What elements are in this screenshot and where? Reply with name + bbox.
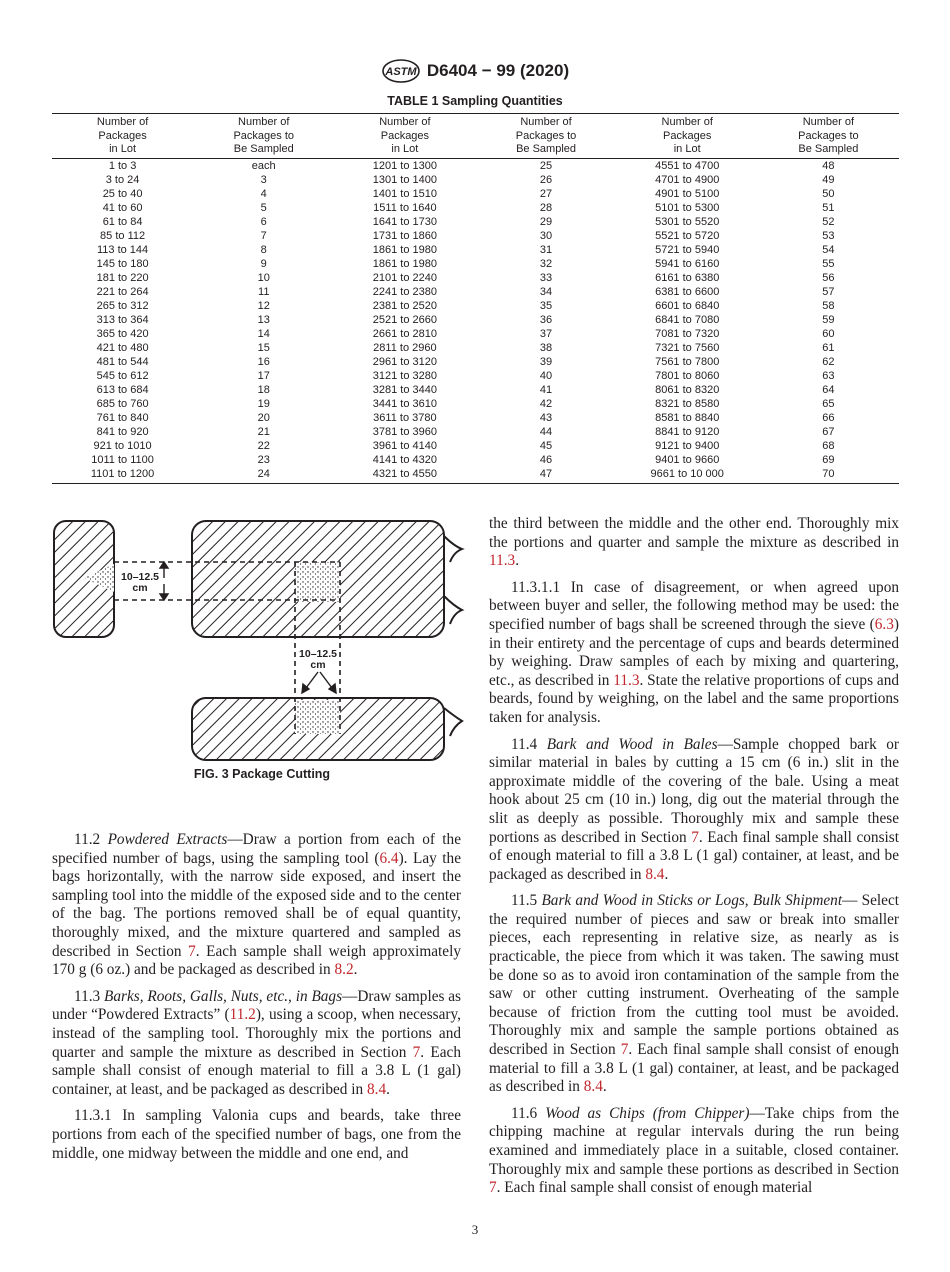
- table-cell: 221 to 264: [96, 285, 149, 298]
- table-cell: 52: [822, 215, 835, 228]
- table-cell: 23: [257, 453, 270, 466]
- table-cell: 4141 to 4320: [372, 453, 437, 466]
- table-cell: 57: [822, 285, 835, 298]
- table-cell: 61: [822, 341, 835, 354]
- table-cell: 4701 to 4900: [655, 173, 720, 186]
- table-row: [52, 313, 899, 327]
- table-cell: 6161 to 6380: [655, 271, 720, 284]
- table-cell: 1 to 3: [108, 159, 137, 172]
- paragraph-11-6: 11.6 Wood as Chips (from Chipper)—Take chips from the chipping machine at regular intervals during the run being examined and immediately place in a suitable, closed container. Thoroughly mix and sample these portions as described in Section 7. Each final sample shall consist of enough material: [489, 1104, 900, 1197]
- table-cell: 841 to 920: [96, 425, 149, 438]
- table-cell: 47: [475, 467, 616, 484]
- section-link[interactable]: 11.2: [229, 1006, 256, 1024]
- table-cell: 421 to 480: [96, 341, 149, 354]
- table-cell: 40: [539, 369, 553, 382]
- table-cell: 43: [539, 411, 553, 424]
- table-cell: 5941 to 6160: [655, 257, 720, 270]
- table-row: [52, 299, 899, 313]
- section-link[interactable]: 7: [489, 1179, 497, 1197]
- table-cell: 1861 to 1980: [372, 257, 437, 270]
- table-cell: 41 to 60: [102, 201, 143, 214]
- table-cell: 21: [257, 425, 270, 438]
- table-cell: 69: [822, 453, 835, 466]
- table-cell: 24: [193, 467, 334, 484]
- table-cell: 68: [822, 439, 835, 452]
- table-cell: 3611 to 3780: [373, 411, 437, 424]
- table-cell: 9121 to 9400: [655, 439, 720, 452]
- table-cell: 313 to 364: [96, 313, 149, 326]
- astm-logo-icon: [381, 58, 421, 84]
- table-cell: 1641 to 1730: [372, 215, 437, 228]
- table-cell: 15: [257, 341, 270, 354]
- table-cell: 65: [822, 397, 835, 410]
- table-cell: 9401 to 9660: [655, 453, 720, 466]
- table-row: [52, 243, 899, 257]
- section-link[interactable]: 8.4: [366, 1080, 387, 1098]
- table-row: [52, 439, 899, 453]
- table-cell: 2961 to 3120: [372, 355, 437, 368]
- table-row: [52, 271, 899, 285]
- table-cell: 48: [822, 159, 835, 172]
- table-cell: 613 to 684: [96, 383, 149, 396]
- column-header: Number of Packages in Lot: [617, 114, 758, 159]
- table-cell: 66: [822, 411, 835, 424]
- table-cell: 8841 to 9120: [655, 425, 720, 438]
- table-cell: 54: [822, 243, 835, 256]
- table-cell: 16: [257, 355, 270, 368]
- table-cell: 35: [539, 299, 553, 312]
- table-cell: 1101 to 1200: [52, 467, 193, 484]
- table-row: [52, 201, 899, 215]
- table-cell: 1511 to 1640: [373, 201, 437, 214]
- table-cell: 5521 to 5720: [655, 229, 720, 242]
- table-cell: 67: [822, 425, 835, 438]
- table-cell: 3441 to 3610: [372, 397, 437, 410]
- table-cell: 2521 to 2660: [372, 313, 437, 326]
- column-header: Number of Packages to Be Sampled: [758, 114, 899, 159]
- sampling-quantities-table: [52, 113, 899, 484]
- table-row: [52, 425, 899, 439]
- table-cell: 365 to 420: [96, 327, 149, 340]
- table-cell: 51: [822, 201, 835, 214]
- table-row: [52, 467, 899, 484]
- table-cell: 8061 to 8320: [655, 383, 720, 396]
- table-cell: 761 to 840: [96, 411, 149, 424]
- table-cell: 14: [257, 327, 270, 340]
- measurement-label-horizontal: 10–12.5: [121, 571, 159, 583]
- table-cell: 4: [260, 187, 267, 200]
- table-cell: 1401 to 1510: [372, 187, 437, 200]
- table-cell: 921 to 1010: [93, 439, 152, 452]
- section-link[interactable]: 11.3: [489, 552, 516, 570]
- section-link[interactable]: 7: [620, 1041, 629, 1059]
- column-header: Number of Packages to Be Sampled: [193, 114, 334, 159]
- table-cell: 38: [539, 341, 553, 354]
- table-cell: 11: [258, 285, 270, 298]
- table-cell: 39: [539, 355, 553, 368]
- table-cell: 62: [822, 355, 835, 368]
- svg-text:cm: cm: [132, 582, 148, 594]
- table-cell: 42: [539, 397, 553, 410]
- document-designation: D6404 − 99 (2020): [426, 61, 570, 80]
- table-cell: 6381 to 6600: [655, 285, 720, 298]
- table-cell: 7561 to 7800: [655, 355, 720, 368]
- table-cell: 50: [822, 187, 835, 200]
- table-cell: 2241 to 2380: [372, 285, 437, 298]
- paragraph-11-3-1-continued: the third between the middle and the other end. Thoroughly mix the portions and quarter and sample the mixture as described in 11.3.: [489, 515, 899, 570]
- figure-caption: FIG. 3 Package Cutting: [193, 767, 331, 781]
- table-cell: 53: [822, 229, 835, 242]
- table-cell: 6601 to 6840: [655, 299, 720, 312]
- table-cell: 3281 to 3440: [372, 383, 437, 396]
- table-cell: 60: [822, 327, 835, 340]
- table-cell: 19: [257, 397, 270, 410]
- table-cell: 7801 to 8060: [655, 369, 720, 382]
- table-cell: 12: [257, 299, 270, 312]
- table-cell: 49: [822, 173, 835, 186]
- table-cell: 55: [822, 257, 835, 270]
- table-row: [52, 285, 899, 299]
- table-cell: 8581 to 8840: [655, 411, 720, 424]
- table-cell: 10: [257, 271, 270, 284]
- table-cell: 1301 to 1400: [372, 173, 437, 186]
- table-cell: 56: [822, 271, 835, 284]
- table-row: [52, 411, 899, 425]
- paragraph-11-4: 11.4 Bark and Wood in Bales—Sample chopped bark or similar material in bales by cutting a 15 cm (6 in.) slit in the approximate middle of the covering of the bale. Using a meat hook about 25 cm (10 in.) long, dig out the material through the slit as deeply as possible. Thoroughly mix and sample these portions as described in Section 7. Each final sample shall consist of enough material to fill a 3.8 L (1 gal) container, at least, and be packaged as described in 8.4.: [489, 735, 899, 883]
- table-cell: 61 to 84: [102, 215, 143, 228]
- paragraph-11-2: 11.2 Powdered Extracts—Draw a portion from each of the specified number of bags, using the sampling tool (6.4). Lay the bags horizontally, with the narrow side exposed, and insert the sampling tool into the middle of the exposed side and to the center of the bag. The portions removed shall be of equal quantity, thoroughly mixed, and the mixture quartered and sampled as described in Section 7. Each sample shall weigh approximately 170 g (6 oz.) and be packaged as described in 8.2.: [52, 831, 461, 979]
- table-cell: 32: [539, 257, 553, 270]
- table-cell: 5101 to 5300: [655, 201, 720, 214]
- column-header: Number of Packages to Be Sampled: [475, 114, 616, 159]
- svg-text:ASTM: ASTM: [385, 66, 417, 78]
- table-cell: 1201 to 1300: [372, 159, 437, 172]
- table-cell: 20: [257, 411, 270, 424]
- table-cell: 6841 to 7080: [655, 313, 720, 326]
- table-cell: 46: [539, 453, 553, 466]
- table-cell: 37: [539, 327, 553, 340]
- table-cell: 8321 to 8580: [655, 397, 720, 410]
- table-cell: 85 to 112: [100, 229, 146, 242]
- section-link[interactable]: 6.3: [874, 615, 894, 633]
- table-cell: 545 to 612: [96, 369, 149, 382]
- table-cell: 9661 to 10 000: [617, 467, 758, 484]
- table-cell: 2381 to 2520: [372, 299, 437, 312]
- table-cell: 18: [257, 383, 270, 396]
- table-cell: 3: [260, 173, 267, 186]
- table-cell: 25: [539, 159, 553, 172]
- table-cell: 3 to 24: [105, 173, 140, 186]
- table-cell: 2811 to 2960: [373, 341, 437, 354]
- table-row: [52, 355, 899, 369]
- package-cutting-figure: [52, 516, 472, 766]
- table-cell: 25 to 40: [102, 187, 143, 200]
- table-cell: 6: [260, 215, 267, 228]
- table-cell: 3781 to 3960: [372, 425, 437, 438]
- section-link[interactable]: 7: [188, 942, 196, 960]
- paragraph-11-3-1: 11.3.1 In sampling Valonia cups and beards, take three portions from each of the specified number of bags, one from the middle, one midway between the middle and one end, and: [52, 1107, 461, 1162]
- table-row: [52, 327, 899, 341]
- table-row: [52, 341, 899, 355]
- table-cell: 58: [822, 299, 835, 312]
- table-row: [52, 383, 899, 397]
- page-header: [0, 58, 950, 84]
- section-link[interactable]: 8.2: [334, 961, 354, 979]
- table-cell: 113 to 144: [96, 243, 149, 256]
- table-cell: 17: [257, 369, 270, 382]
- section-link[interactable]: 6.4: [379, 849, 399, 867]
- table-cell: 9: [260, 257, 267, 270]
- table-cell: 36: [539, 313, 553, 326]
- table-cell: 45: [539, 439, 553, 452]
- paragraph-11-5: 11.5 Bark and Wood in Sticks or Logs, Bulk Shipment— Select the required number of pieces and saw or break into smaller pieces, each representing in relative size, as nearly as is practicable, the piece from which it was taken. The sawing must be done so as to avoid iron contamination of the sample from the saw or other cutting instrument. Overheating of the sample because of friction from the cutting tool must be avoided. Thoroughly mix and sample the sample portions obtained as described in Section 7. Each final sample shall consist of enough material to fill a 3.8 L (1 gal) container, at least, and be packaged as described in 8.4.: [489, 892, 900, 1096]
- table-cell: 2101 to 2240: [372, 271, 437, 284]
- table-cell: 7321 to 7560: [655, 341, 720, 354]
- column-header: Number of Packages in Lot: [52, 114, 193, 159]
- table-cell: 3961 to 4140: [372, 439, 437, 452]
- table-cell: 13: [257, 313, 270, 326]
- section-link[interactable]: 8.4: [645, 865, 665, 883]
- measurement-label-vertical: 10–12.5: [299, 648, 337, 660]
- table-cell: 33: [539, 271, 553, 284]
- table-body: [52, 158, 899, 483]
- table-cell: 4901 to 5100: [655, 187, 720, 200]
- section-link[interactable]: 7: [412, 1043, 421, 1061]
- table-row: [52, 173, 899, 187]
- table-row: [52, 229, 899, 243]
- table-cell: 64: [822, 383, 835, 396]
- table-header-row: [52, 114, 899, 159]
- table-cell: 34: [539, 285, 553, 298]
- table-cell: 5301 to 5520: [655, 215, 720, 228]
- table-cell: 59: [822, 313, 835, 326]
- table-row: [52, 215, 899, 229]
- table-row: [52, 453, 899, 467]
- table-cell: 265 to 312: [96, 299, 149, 312]
- table-cell: 685 to 760: [96, 397, 149, 410]
- table-cell: 29: [539, 215, 553, 228]
- svg-text:cm: cm: [310, 659, 326, 671]
- table-cell: 1011 to 1100: [91, 453, 154, 466]
- column-header: Number of Packages in Lot: [334, 114, 475, 159]
- table-row: [52, 397, 899, 411]
- table-cell: 31: [539, 243, 553, 256]
- sample-region-bottom: [295, 700, 340, 734]
- section-link[interactable]: 8.4: [583, 1078, 603, 1096]
- table-title: TABLE 1 Sampling Quantities: [387, 94, 563, 108]
- table-cell: 1731 to 1860: [372, 229, 437, 242]
- table-cell: 8: [260, 243, 267, 256]
- section-link[interactable]: 7: [691, 828, 699, 846]
- table-cell: 7081 to 7320: [655, 327, 720, 340]
- right-column: [489, 515, 899, 1198]
- table-cell: each: [251, 159, 276, 172]
- table-cell: 1861 to 1980: [372, 243, 437, 256]
- table-cell: 41: [539, 383, 553, 396]
- table-row: [52, 257, 899, 271]
- table-row: [52, 158, 899, 173]
- table-cell: 7: [260, 229, 267, 242]
- section-link[interactable]: 11.3: [613, 671, 640, 689]
- sample-region-top: [295, 562, 340, 602]
- table-cell: 2661 to 2810: [372, 327, 437, 340]
- table-cell: 44: [539, 425, 553, 438]
- paragraph-11-3-1-1: 11.3.1.1 In case of disagreement, or when agreed upon between buyer and seller, the following method may be used: the specified number of bags shall be screened through the sieve (6.3) in their entirety and the percentage of cups and beards determined by weighing. Draw samples of each by mixing and quartering, etc., as described in 11.3. State the relative proportions of cups and beards, found by weighing, on the label and the same proportions taken for analysis.: [489, 578, 899, 726]
- table-cell: 5721 to 5940: [655, 243, 720, 256]
- table-cell: 3121 to 3280: [372, 369, 437, 382]
- table-cell: 5: [260, 201, 267, 214]
- table-cell: 145 to 180: [96, 257, 149, 270]
- table-row: [52, 187, 899, 201]
- table-cell: 27: [539, 187, 553, 200]
- table-cell: 4551 to 4700: [655, 159, 720, 172]
- table-cell: 28: [539, 201, 553, 214]
- table-cell: 22: [257, 439, 270, 452]
- table-cell: 481 to 544: [96, 355, 149, 368]
- left-column: [52, 831, 461, 1163]
- paragraph-11-3: 11.3 Barks, Roots, Galls, Nuts, etc., in Bags—Draw samples as under “Powdered Extracts” (11.2), using a scoop, when necessary, instead of the sampling tool. Thoroughly mix the portions and quarter and sample the mixture as described in Section 7. Each sample shall consist of enough material to fill a 3.8 L (1 gal) container, at least, and be packaged as described in 8.4.: [52, 987, 462, 1098]
- page-number: 3: [471, 1222, 479, 1237]
- table-cell: 30: [539, 229, 553, 242]
- table-cell: 63: [822, 369, 835, 382]
- table-row: [52, 369, 899, 383]
- table-cell: 4321 to 4550: [334, 467, 475, 484]
- table-cell: 181 to 220: [96, 271, 149, 284]
- table-cell: 26: [539, 173, 553, 186]
- table-cell: 70: [758, 467, 899, 484]
